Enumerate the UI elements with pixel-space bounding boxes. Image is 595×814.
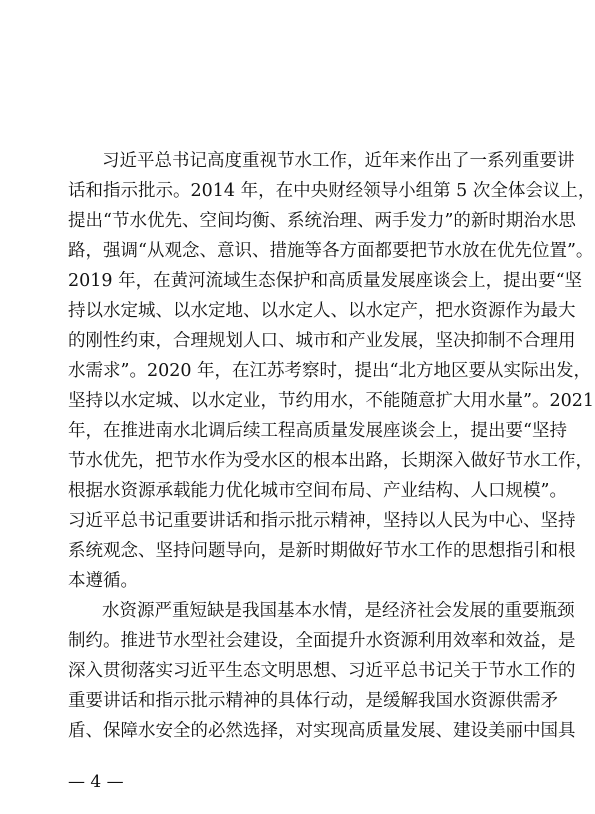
paragraph-1-line-5: 2019 年，在黄河流域生态保护和高质量发展座谈会上，提出要“坚 bbox=[68, 271, 583, 291]
paragraph-1-line-2: 话和指示批示。2014 年，在中央财经领导小组第 5 次全体会议上， bbox=[68, 181, 595, 201]
paragraph-1-line-9: 坚持以水定城、以水定业，节约用水，不能随意扩大用水量”。2021 bbox=[68, 391, 594, 411]
paragraph-1-line-14: 系统观念、坚持问题导向，是新时期做好节水工作的思想指引和根 bbox=[68, 541, 576, 561]
paragraph-1-line-11: 节水优先，把节水作为受水区的根本出路，长期深入做好节水工作， bbox=[68, 451, 593, 471]
paragraph-2-line-2: 制约。推进节水型社会建设，全面提升水资源利用效率和效益，是 bbox=[68, 631, 576, 651]
paragraph-1-line-15: 本遵循。 bbox=[68, 571, 138, 591]
paragraph-1-line-12: 根据水资源承载能力优化城市空间布局、产业结构、人口规模”。 bbox=[68, 481, 567, 501]
paragraph-1-line-10: 年，在推进南水北调后续工程高质量发展座谈会上，提出要“坚持 bbox=[68, 421, 567, 441]
paragraph-1-line-3: 提出“节水优先、空间均衡、系统治理、两手发力”的新时期治水思 bbox=[68, 211, 576, 231]
paragraph-2-line-1: 水资源严重短缺是我国基本水情，是经济社会发展的重要瓶颈 bbox=[102, 601, 575, 621]
paragraph-1-line-13: 习近平总书记重要讲话和指示批示精神，坚持以人民为中心、坚持 bbox=[68, 511, 576, 531]
paragraph-2-line-3: 深入贯彻落实习近平生态文明思想、习近平总书记关于节水工作的 bbox=[68, 661, 576, 681]
paragraph-1-line-4: 路，强调“从观念、意识、措施等各方面都要把节水放在优先位置”。 bbox=[68, 241, 594, 261]
paragraph-2-line-5: 盾、保障水安全的必然选择，对实现高质量发展、建设美丽中国具 bbox=[68, 721, 576, 741]
paragraph-1-line-8: 水需求”。2020 年，在江苏考察时，提出“北方地区要从实际出发， bbox=[68, 361, 591, 381]
page-number: — 4 — bbox=[68, 772, 124, 792]
paragraph-1-line-1: 习近平总书记高度重视节水工作，近年来作出了一系列重要讲 bbox=[102, 151, 575, 171]
paragraph-1-line-7: 的刚性约束，合理规划人口、城市和产业发展，坚决抑制不合理用 bbox=[68, 331, 576, 351]
paragraph-2-line-4: 重要讲话和指示批示精神的具体行动，是缓解我国水资源供需矛 bbox=[68, 691, 558, 711]
paragraph-1-line-6: 持以水定城、以水定地、以水定人、以水定产，把水资源作为最大 bbox=[68, 301, 576, 321]
